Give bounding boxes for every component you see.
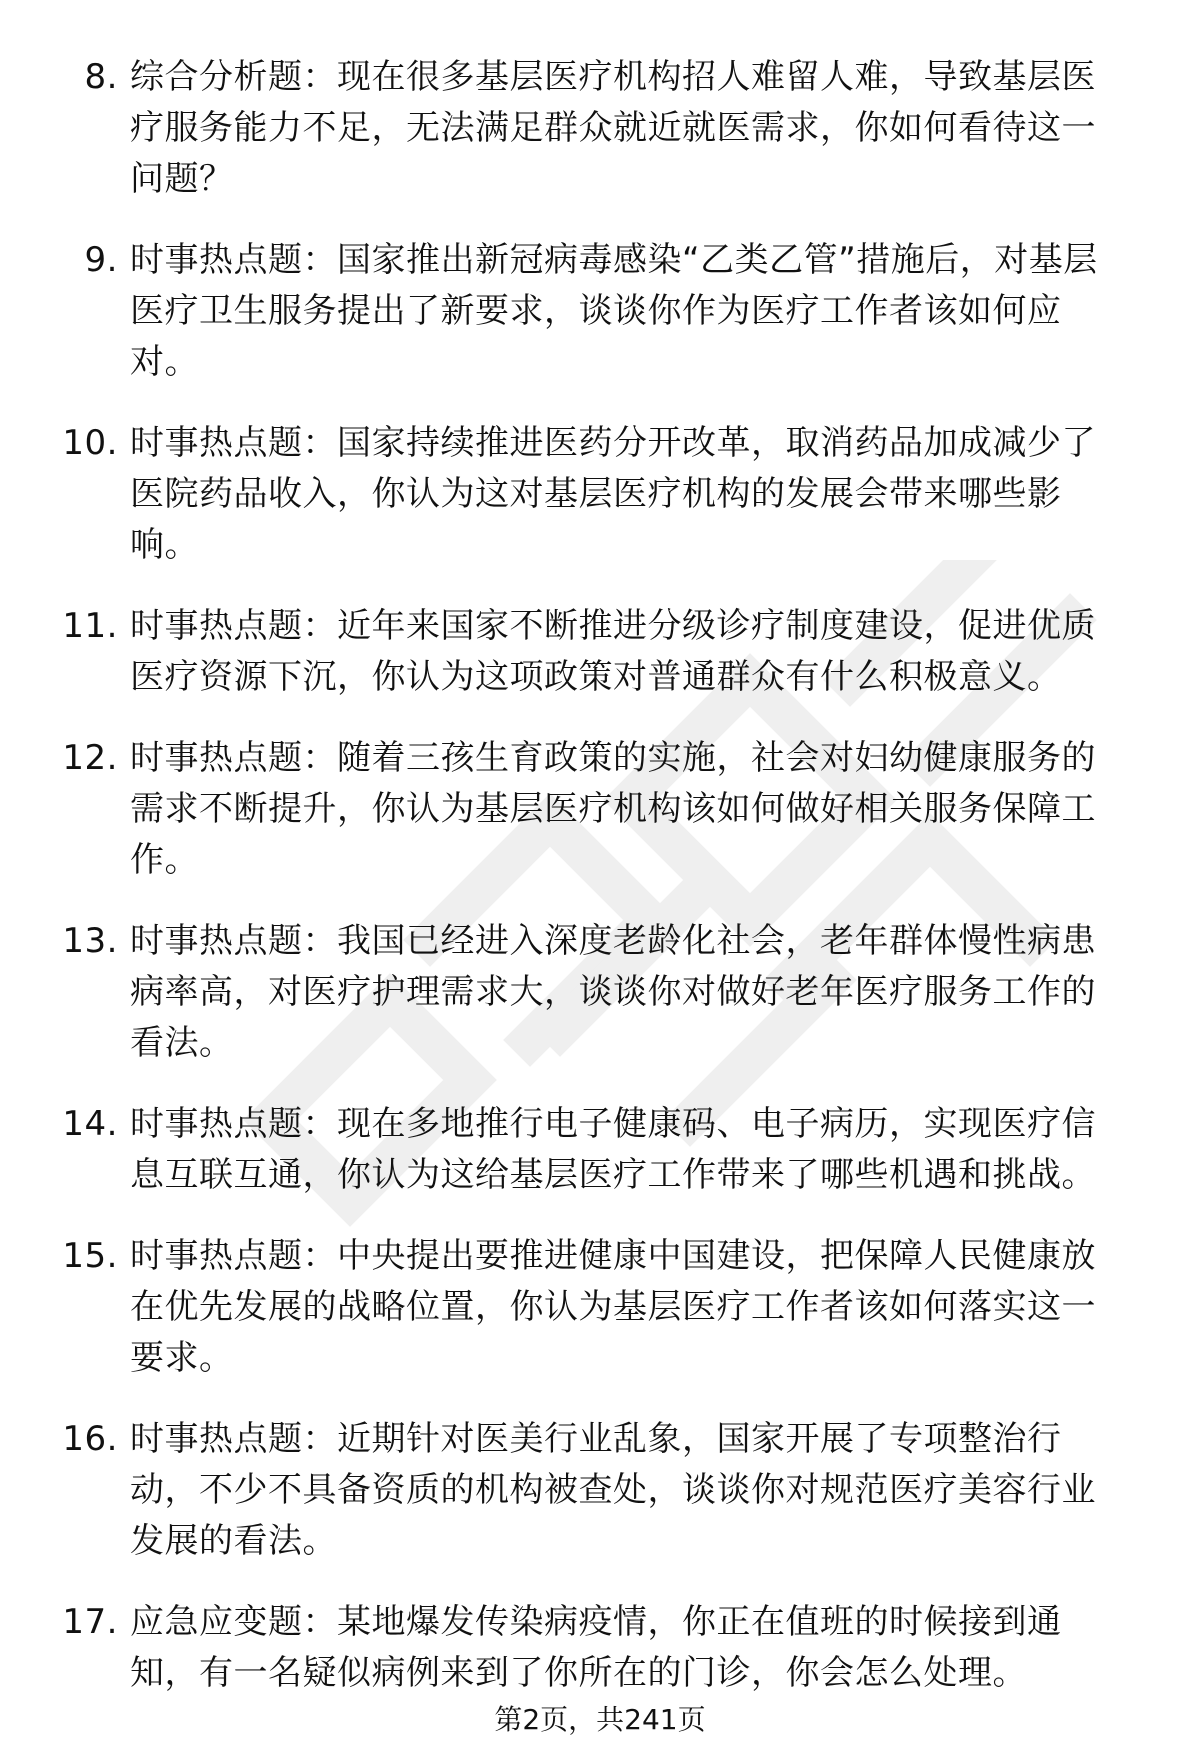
question-item bbox=[0, 235, 1200, 388]
question-number: 9. bbox=[84, 240, 118, 280]
question-number: 13. bbox=[62, 921, 118, 961]
question-item bbox=[0, 601, 1200, 703]
question-text: 综合分析题：现在很多基层医疗机构招人难留人难，导致基层医疗服务能力不足，无法满足群众就近就医需求，你如何看待这一问题？ bbox=[130, 57, 1096, 199]
question-text: 时事热点题：国家持续推进医药分开改革，取消药品加成减少了医院药品收入，你认为这对基层医疗机构的发展会带来哪些影响。 bbox=[130, 423, 1096, 565]
question-item bbox=[0, 1099, 1200, 1201]
question-text: 时事热点题：近年来国家不断推进分级诊疗制度建设，促进优质医疗资源下沉，你认为这项政策对普通群众有什么积极意义。 bbox=[130, 606, 1096, 697]
question-number: 8. bbox=[84, 57, 118, 97]
question-item bbox=[0, 52, 1200, 205]
question-text: 时事热点题：我国已经进入深度老龄化社会，老年群体慢性病患病率高，对医疗护理需求大，谈谈你对做好老年医疗服务工作的看法。 bbox=[130, 921, 1096, 1063]
question-number: 12. bbox=[62, 738, 118, 778]
question-item bbox=[0, 733, 1200, 886]
question-item bbox=[0, 1597, 1200, 1699]
question-text: 应急应变题：某地爆发传染病疫情，你正在值班的时候接到通知，有一名疑似病例来到了你所在的门诊，你会怎么处理。 bbox=[130, 1602, 1062, 1693]
question-list bbox=[0, 52, 1200, 1729]
question-number: 14. bbox=[62, 1104, 118, 1144]
question-number: 17. bbox=[62, 1602, 118, 1642]
question-item bbox=[0, 916, 1200, 1069]
question-item bbox=[0, 1414, 1200, 1567]
page-footer bbox=[0, 1700, 1200, 1740]
question-text: 时事热点题：中央提出要推进健康中国建设，把保障人民健康放在优先发展的战略位置，你认为基层医疗工作者该如何落实这一要求。 bbox=[130, 1236, 1096, 1378]
question-item bbox=[0, 1231, 1200, 1384]
question-number: 15. bbox=[62, 1236, 118, 1276]
question-text: 时事热点题：国家推出新冠病毒感染“乙类乙管”措施后，对基层医疗卫生服务提出了新要求，谈谈你作为医疗工作者该如何应对。 bbox=[130, 240, 1098, 382]
question-number: 11. bbox=[62, 606, 118, 646]
question-text: 时事热点题：现在多地推行电子健康码、电子病历，实现医疗信息互联互通，你认为这给基层医疗工作带来了哪些机遇和挑战。 bbox=[130, 1104, 1096, 1195]
question-number: 16. bbox=[62, 1419, 118, 1459]
question-text: 时事热点题：随着三孩生育政策的实施，社会对妇幼健康服务的需求不断提升，你认为基层医疗机构该如何做好相关服务保障工作。 bbox=[130, 738, 1096, 880]
question-text: 时事热点题：近期针对医美行业乱象，国家开展了专项整治行动，不少不具备资质的机构被查处，谈谈你对规范医疗美容行业发展的看法。 bbox=[130, 1419, 1096, 1561]
question-number: 10. bbox=[62, 423, 118, 463]
question-item bbox=[0, 418, 1200, 571]
page-number: 第2页，共241页 bbox=[494, 1703, 706, 1736]
